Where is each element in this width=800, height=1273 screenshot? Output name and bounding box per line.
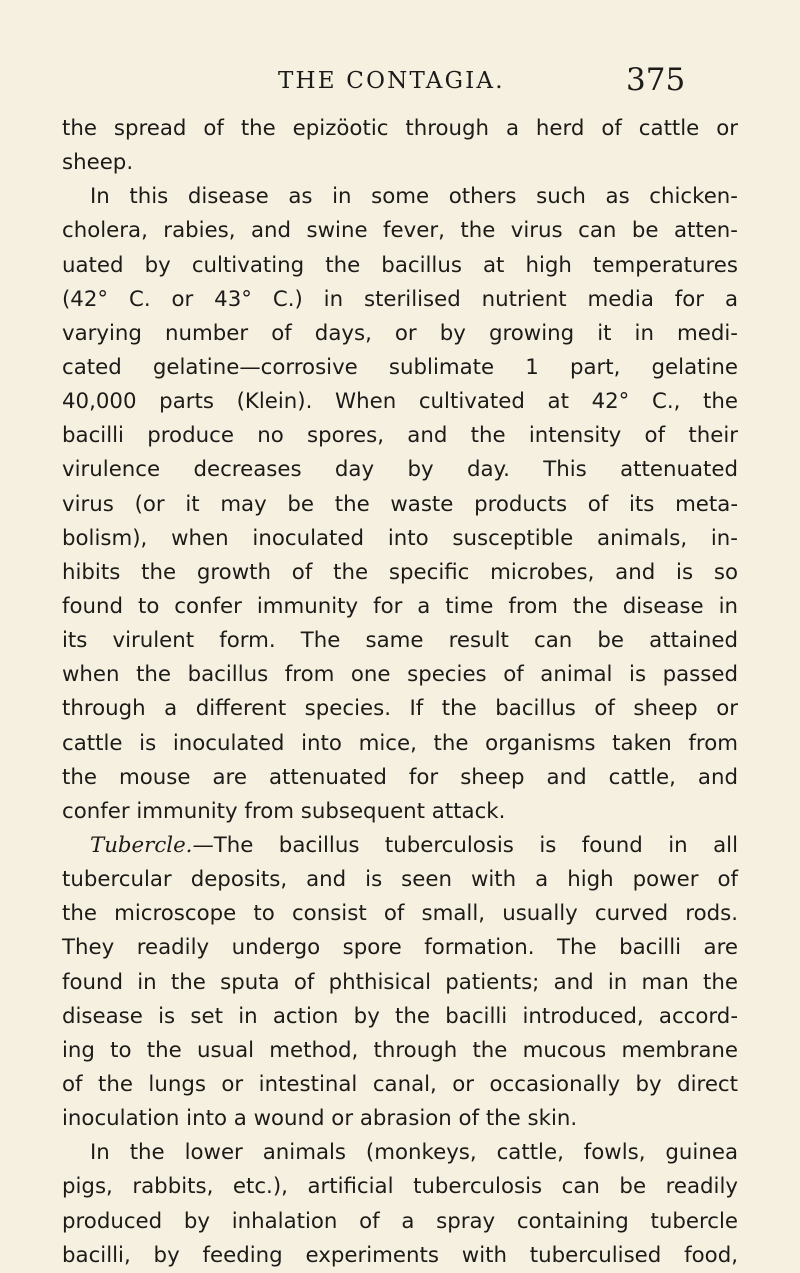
text-line: cholera, rabies, and swine fever, the virus can be atten- <box>62 218 738 244</box>
text-line-content: —The bacillus tuberculosis is found in all <box>192 832 738 858</box>
text-line: They readily undergo spore formation. The bacilli are <box>62 935 738 961</box>
text-line: tubercular deposits, and is seen with a high power of <box>62 867 738 893</box>
text-line: bacilli, by feeding experiments with tuberculised food, <box>62 1242 738 1268</box>
text-line: varying number of days, or by growing it in medi- <box>62 320 738 346</box>
page-number: 375 <box>626 62 686 98</box>
running-head <box>0 62 800 102</box>
text-line <box>62 829 738 863</box>
text-line: the spread of the epizöotic through a herd of cattle or <box>62 116 738 141</box>
text-line: produced by inhalation of a spray containing tubercle <box>62 1208 738 1234</box>
body-text <box>62 112 738 1273</box>
text-line: (42° C. or 43° C.) in sterilised nutrient media for a <box>62 286 738 312</box>
text-line: sheep. <box>62 150 134 176</box>
text-line: the microscope to consist of small, usually curved rods. <box>62 901 738 927</box>
text-line: bolism), when inoculated into susceptible animals, in- <box>62 525 738 551</box>
text-line: through a different species. If the bacillus of sheep or <box>62 696 738 722</box>
text-line: the mouse are attenuated for sheep and cattle, and <box>62 764 738 790</box>
section-heading: Tubercle. <box>90 832 193 858</box>
text-line: In the lower animals (monkeys, cattle, fowls, guinea <box>90 1140 738 1166</box>
text-line: disease is set in action by the bacilli introduced, accord- <box>62 1003 738 1029</box>
text-line: found to confer immunity for a time from the disease in <box>62 593 738 619</box>
text-line: In this disease as in some others such as chicken- <box>90 184 738 210</box>
text-line: when the bacillus from one species of animal is passed <box>62 662 738 688</box>
text-line: virus (or it may be the waste products of its meta- <box>62 491 738 517</box>
text-line: hibits the growth of the specific microbes, and is so <box>62 559 738 585</box>
text-line: its virulent form. The same result can be attained <box>62 628 738 654</box>
running-title: THE CONTAGIA. <box>278 68 505 94</box>
text-line: pigs, rabbits, etc.), artificial tuberculosis can be readily <box>62 1174 738 1200</box>
text-line: confer immunity from subsequent attack. <box>62 798 506 824</box>
text-line: inoculation into a wound or abrasion of the skin. <box>62 1106 578 1132</box>
text-line: virulence decreases day by day. This attenuated <box>62 457 738 483</box>
text-line: ing to the usual method, through the mucous membrane <box>62 1037 738 1063</box>
text-line: cattle is inoculated into mice, the organisms taken from <box>62 730 738 756</box>
text-line: 40,000 parts (Klein). When cultivated at 42° C., the <box>62 389 738 415</box>
text-line: uated by cultivating the bacillus at high temperatures <box>62 252 738 278</box>
text-line: found in the sputa of phthisical patients; and in man the <box>62 969 738 995</box>
text-line: bacilli produce no spores, and the intensity of their <box>62 423 738 449</box>
text-line: of the lungs or intestinal canal, or occasionally by direct <box>62 1071 738 1097</box>
text-line: cated gelatine—corrosive sublimate 1 part, gelatine <box>62 354 738 380</box>
